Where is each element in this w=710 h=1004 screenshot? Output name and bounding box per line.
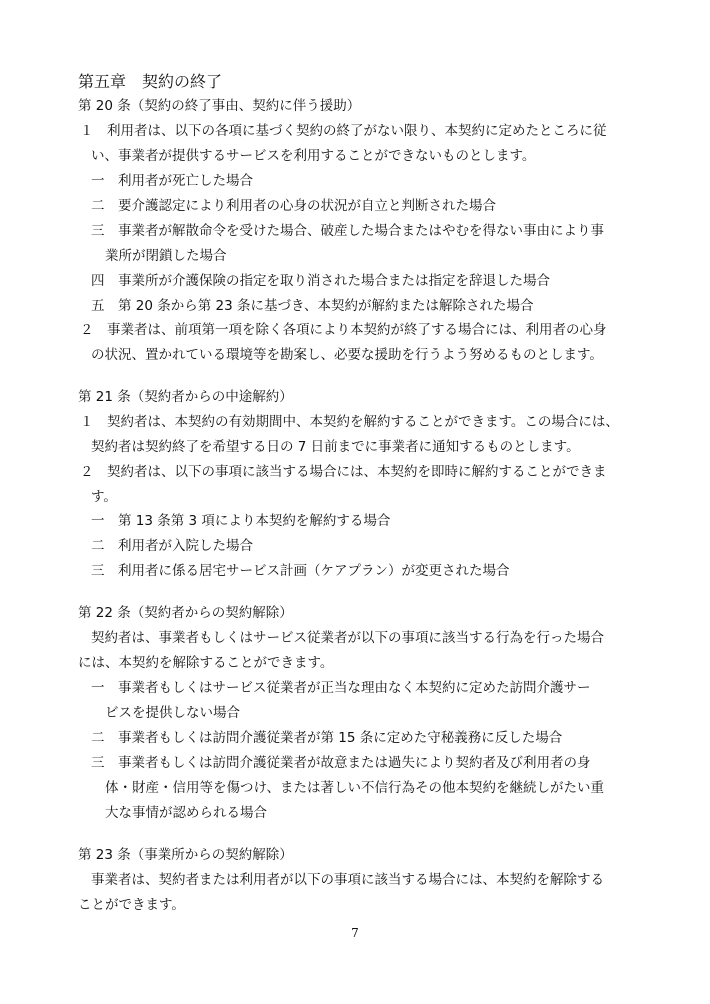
article-23-title: 第 23 条（事業所からの契約解除） [78, 847, 293, 863]
article-21-para-2-line-1: ２ 契約者は、以下の事項に該当する場合には、本契約を即時に解約することができま [80, 464, 607, 480]
article-22-item-1-line-1: 一 事業者もしくはサービス従業者が正当な理由なく本契約に定めた訪問介護サー [91, 680, 591, 696]
article-20-item-5: 五 第 20 条から第 23 条に基づき、本契約が解約または解除された場合 [91, 298, 534, 314]
article-20-title: 第 20 条（契約の終了事由、契約に伴う援助） [78, 98, 361, 114]
article-21-item-1: 一 第 13 条第 3 項により本契約を解約する場合 [91, 513, 391, 529]
article-20-para-2-line-2: の状況、置かれている環境等を勘案し、必要な援助を行うよう努めるものとします。 [91, 347, 603, 363]
article-22-item-3-line-1: 三 事業者もしくは訪問介護従業者が故意または過失により契約者及び利用者の身 [91, 755, 591, 771]
article-22-item-1-line-2: ビスを提供しない場合 [105, 705, 240, 721]
article-20-item-1: 一 利用者が死亡した場合 [91, 173, 253, 189]
article-20-item-3-line-1: 三 事業者が解散命令を受けた場合、破産した場合またはやむを得ない事由により事 [91, 223, 604, 239]
article-21-item-3: 三 利用者に係る居宅サービス計画（ケアプラン）が変更された場合 [91, 563, 510, 579]
article-21-item-2: 二 利用者が入院した場合 [91, 538, 253, 554]
article-22-para-1-line-1: 契約者は、事業者もしくはサービス従業者が以下の事項に該当する行為を行った場合 [91, 630, 604, 646]
article-21-title: 第 21 条（契約者からの中途解約） [78, 389, 293, 405]
article-22-item-3-line-3: 大な事情が認められる場合 [105, 805, 267, 821]
chapter-title: 第五章 契約の終了 [78, 72, 223, 91]
article-20-para-1-line-2: い、事業者が提供するサービスを利用することができないものとします。 [91, 148, 536, 164]
article-22-item-2: 二 事業者もしくは訪問介護従業者が第 15 条に定めた守秘義務に反した場合 [91, 730, 563, 746]
article-20-para-1-line-1: １ 利用者は、以下の各項に基づく契約の終了がない限り、本契約に定めたところに従 [80, 123, 607, 139]
article-20-item-3-line-2: 業所が閉鎖した場合 [105, 248, 227, 264]
article-22-title: 第 22 条（契約者からの契約解除） [78, 605, 293, 621]
article-21-para-2-line-2: す。 [91, 489, 117, 505]
article-23-para-1-line-2: ことができます。 [78, 897, 185, 913]
article-23-para-1-line-1: 事業者は、契約者または利用者が以下の事項に該当する場合には、本契約を解除する [91, 872, 604, 888]
article-21-para-1-line-2: 契約者は契約終了を希望する日の 7 日前までに事業者に通知するものとします。 [91, 439, 580, 455]
page-number: 7 [351, 926, 359, 940]
article-22-para-1-line-2: には、本契約を解除することができます。 [78, 655, 334, 671]
article-21-para-1-line-1: １ 契約者は、本契約の有効期間中、本契約を解約することができます。この場合には、 [80, 414, 619, 430]
article-20-item-4: 四 事業所が介護保険の指定を取り消された場合または指定を辞退した場合 [91, 273, 550, 289]
article-20-para-2-line-1: ２ 事業者は、前項第一項を除く各項により本契約が終了する場合には、利用者の心身 [80, 322, 607, 338]
article-22-item-3-line-2: 体・財産・信用等を傷つけ、または著しい不信行為その他本契約を継続しがたい重 [105, 780, 604, 796]
article-20-item-2: 二 要介護認定により利用者の心身の状況が自立と判断された場合 [91, 198, 496, 214]
